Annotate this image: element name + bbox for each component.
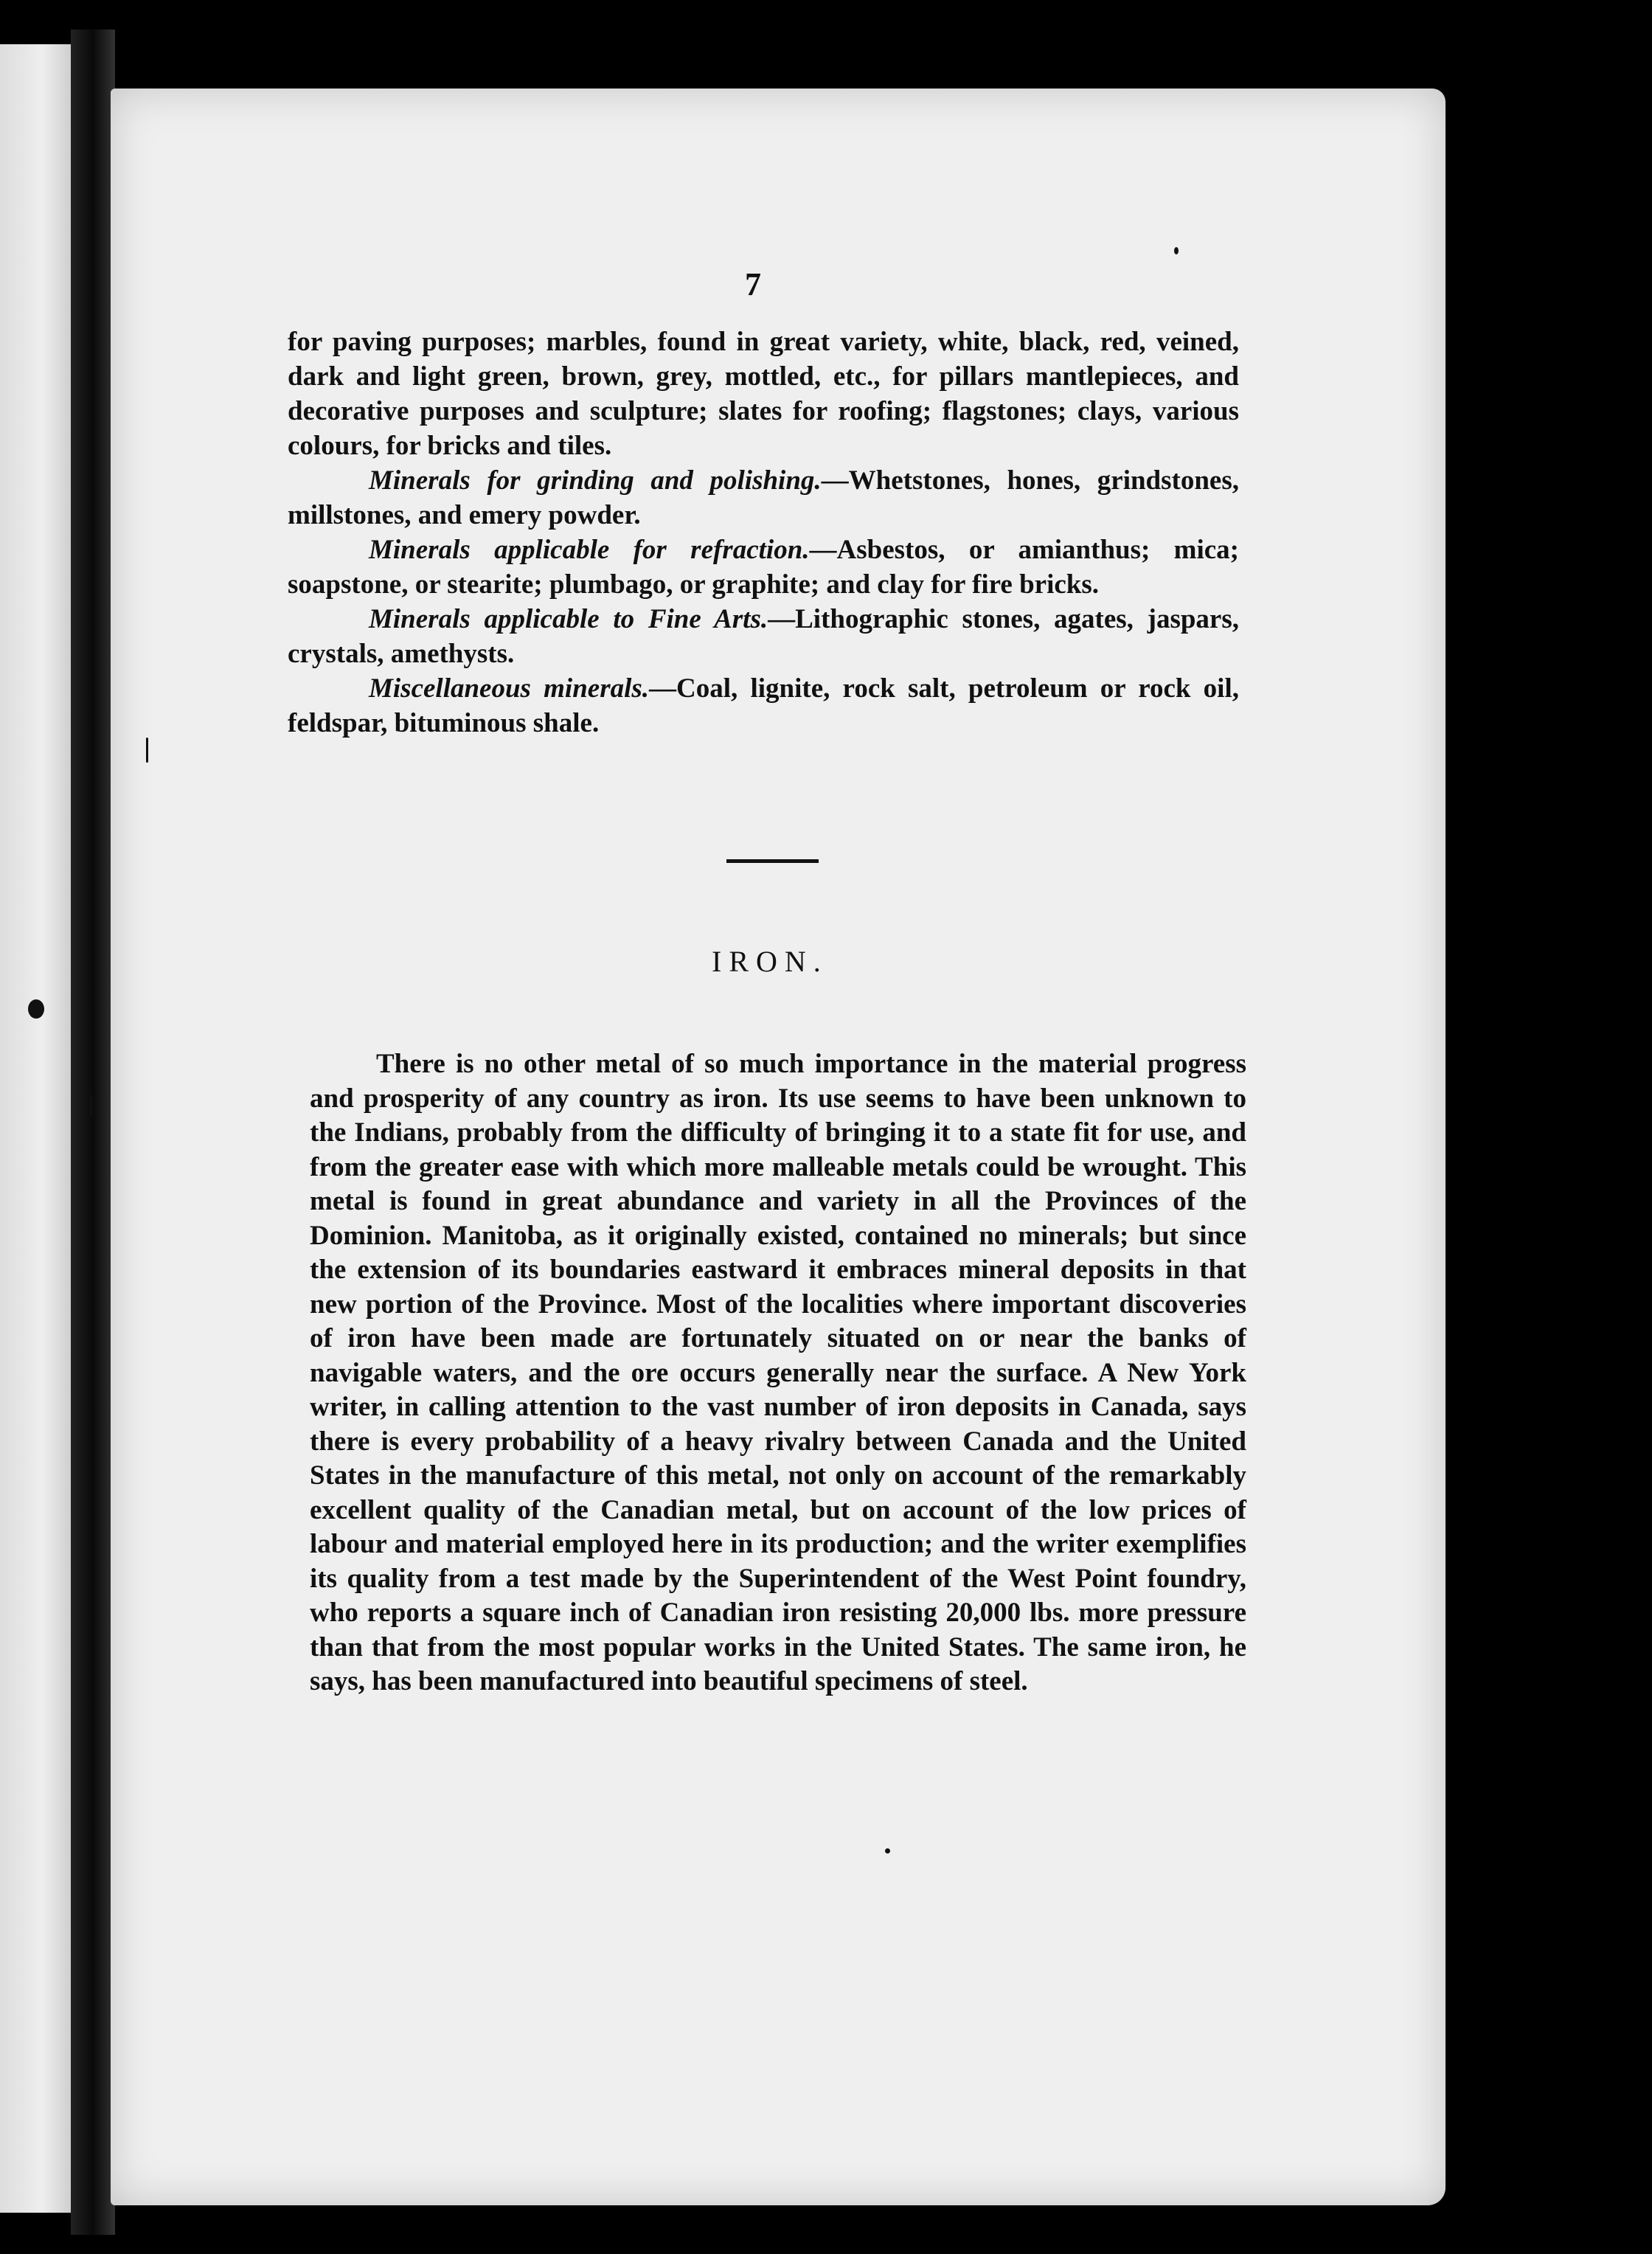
grinding-heading: Minerals for grinding and polishing. — [369, 465, 822, 496]
section-title: IRON. — [712, 945, 828, 978]
misc-heading: Miscellaneous minerals. — [369, 673, 650, 704]
page-number: 7 — [745, 266, 761, 302]
iron-section-body — [310, 1047, 1246, 1699]
book-gutter — [71, 30, 115, 2235]
refraction-heading: Minerals applicable for refraction. — [369, 535, 810, 565]
scan-mark — [146, 738, 148, 763]
fine-arts-paragraph — [288, 602, 1239, 671]
previous-page-edge — [0, 44, 71, 2213]
scan-mark — [885, 1848, 890, 1854]
minerals-list — [288, 325, 1239, 741]
refraction-paragraph — [288, 533, 1239, 602]
scan-mark — [28, 999, 44, 1019]
grinding-paragraph — [288, 463, 1239, 533]
scan-mark — [90, 1095, 92, 1117]
scan-mark — [1174, 247, 1179, 254]
iron-paragraph: There is no other metal of so much importance in the material progress and prosperity of any country as iron. Its use seems to have been unknown to the Indians, probably from the difficulty of bringing it to a state fit for use, and from the greater ease with which more malleable metals could be wrought. This metal is found in great abundance and variety in all the Provinces of the Dominion. Manitoba, as it originally existed, contained no minerals; but since the extension of its boundaries eastward it embraces mineral deposits in that new portion of the Province. Most of the localities where important discoveries of iron have been made are fortunately situated on or near the banks of navigable waters, and the ore occurs generally near the surface. A New York writer, in calling attention to the vast number of iron deposits in Canada, says there is every probability of a heavy rivalry between Canada and the United States in the manufacture of this metal, not only on account of the remarkably excellent quality of the Canadian metal, but on account of the low prices of labour and material employed here in its production; and the writer exemplifies its quality from a test made by the Superintendent of the West Point foundry, who reports a square inch of Canadian iron resisting 20,000 lbs. more pressure than that from the most popular works in the United States. The same iron, he says, has been manufactured into beautiful specimens of steel. — [310, 1049, 1246, 1696]
misc-paragraph — [288, 671, 1239, 741]
paving-paragraph: for paving purposes; marbles, found in great variety, white, black, red, veined, dark and light green, brown, grey, mottled, etc., for pillars mantlepieces, and decorative purposes and sculpture; slates for roofing; flagstones; clays, various colours, for bricks and tiles. — [288, 327, 1239, 461]
fine-arts-text: —Lithographic stones, agates, jaspars, crystals, amethysts. — [288, 604, 1239, 669]
refraction-text: —Asbestos, or amianthus; mica; soapstone, or stearite; plumbago, or graphite; and clay for fire bricks. — [288, 535, 1240, 600]
grinding-text: —Whetstones, hones, grindstones, millstones, and emery powder. — [288, 465, 1239, 530]
misc-text: —Coal, lignite, rock salt, petroleum or rock oil, feldspar, bituminous shale. — [288, 673, 1239, 738]
fine-arts-heading: Minerals applicable to Fine Arts. — [369, 604, 768, 634]
section-divider — [726, 859, 819, 863]
